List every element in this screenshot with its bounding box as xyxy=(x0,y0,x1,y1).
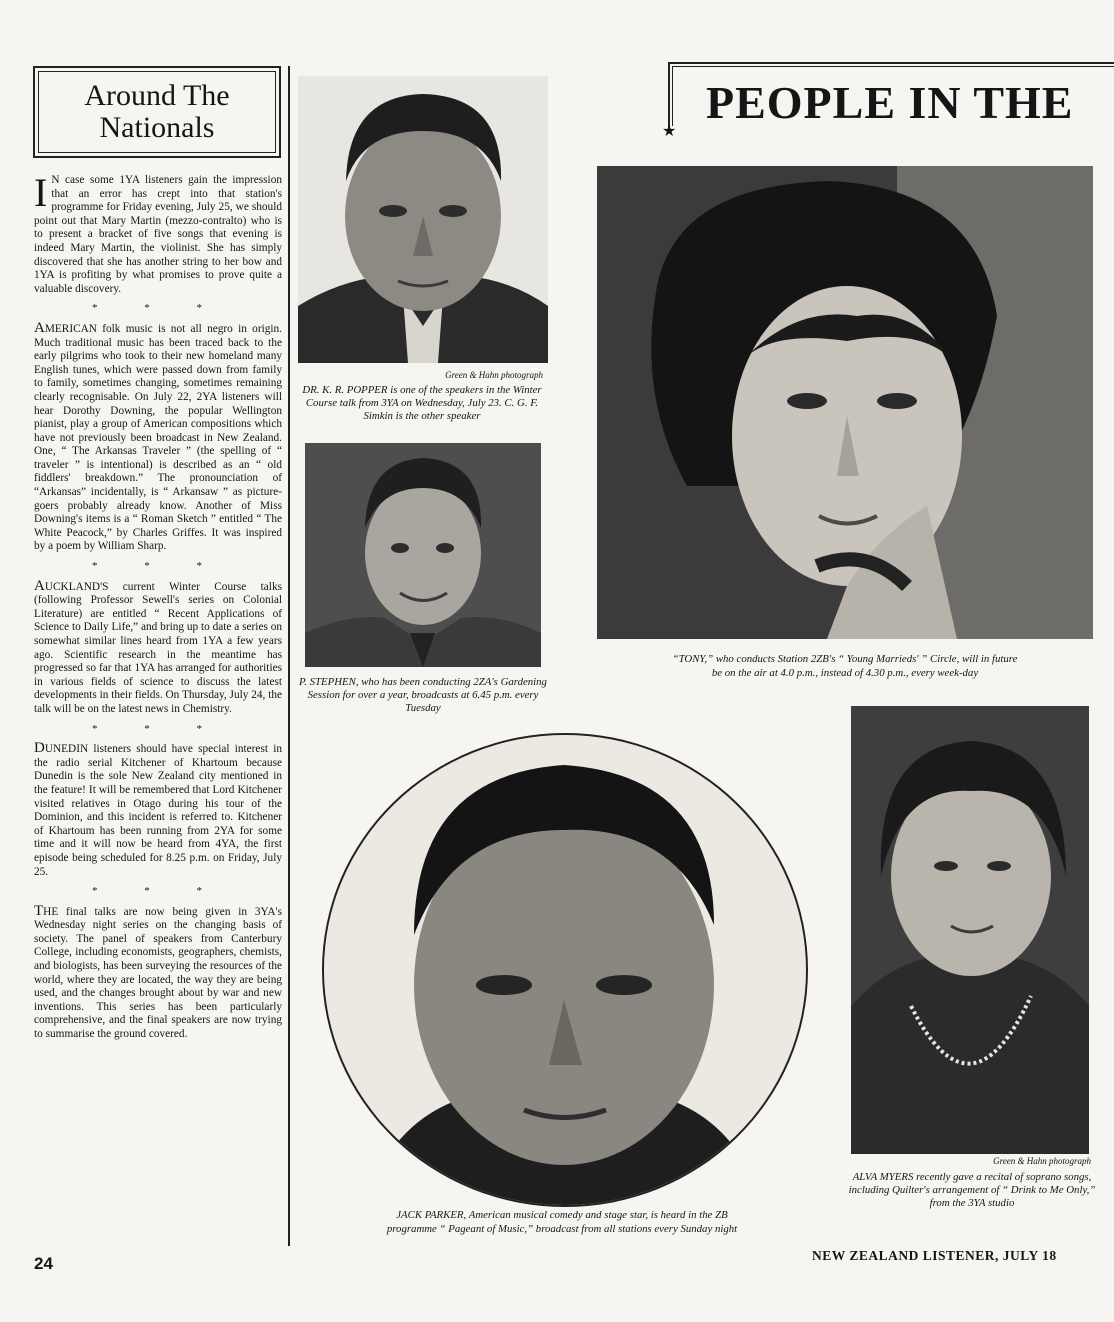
stephen-caption: P. STEPHEN, who has been conducting 2ZA's Gardening Session for over a year, broadcasts at 6.45 p.m. every Tuesday xyxy=(299,676,547,714)
portrait-man-graphic xyxy=(298,76,548,363)
sidebar-item xyxy=(34,577,282,717)
separator-stars: * * * xyxy=(92,885,224,898)
popper-photo xyxy=(298,76,548,363)
sidebar-item-text: folk music is not all negro in origin. Much traditional music has been traced back to the early pilgrims who took to their new homeland many English tunes, which were passed down from family to family, sometimes changing, sometimes remaining clearly recognisable. On July 22, 2YA listeners will hear Dorothy Downing, the popular Wellington pianist, play a group of American compositions which have not previously been broadcast in New Zealand. One, “ The Arkansas Traveler ” (the spelling of “ traveler ” is intentional) is described as an “ old fiddlers' breakdown.” The pronounciation of “Arkansas” incidentally, is “ Arkansaw ” as picture-goers probably already know. Another of Miss Downing's items is a “ Roman Sketch ” entitled “ The White Peacock,” by Charles Griffes. It was inspired by a poem by William Sharp. xyxy=(34,322,282,553)
tony-photo xyxy=(597,166,1093,639)
banner-rule-top-inner xyxy=(672,66,1114,67)
portrait-man-graphic xyxy=(305,443,541,667)
sidebar-item-text: N case some 1YA listeners gain the impression that an error has crept into that station's programme for Friday evening, July 25, we should point out that Mary Martin (mezzo-contralto) who is to present a bracket of five songs that evening is indeed Mary Martin, the violinist. She has simply discovered that she has another string to her bow and 1YA is profiting by what promises to prove quite a valuable discovery. xyxy=(34,174,282,295)
parker-caption-line2: programme “ Pageant of Music,” broadcast from all stations every Sunday night xyxy=(386,1223,738,1235)
sidebar-item xyxy=(34,319,282,554)
popper-credit: Green & Hahn photograph xyxy=(445,370,543,380)
star-icon: ★ xyxy=(662,123,677,140)
column-divider xyxy=(288,66,290,1246)
masthead-footer: NEW ZEALAND LISTENER, JULY 18 xyxy=(812,1248,1057,1263)
sidebar-heading-inner xyxy=(38,71,276,153)
myers-photo xyxy=(851,706,1089,1154)
separator-stars: * * * xyxy=(92,722,224,735)
banner xyxy=(662,62,1114,140)
stephen-photo xyxy=(305,443,541,667)
drop-cap: I xyxy=(34,170,48,215)
parker-photo xyxy=(322,733,808,1207)
popper-caption: DR. K. R. POPPER is one of the speakers in the Winter Course talk from 3YA on Wednesday, July 23. C. G. F. Simkin is the other speaker xyxy=(302,384,542,422)
sidebar-item-text: current Winter Course talks (following Professor Sewell's series on Colonial Literature) are entitled “ Recent Applications of Science to Daily Life,” and bring up to date a series on somewhat similar lines heard from 1YA a few years ago. Scientific research in the meantime has progressed so far that 1YA has arranged for authorities in various fields of science to discuss the latest developments in their fields. On Thursday, July 24, the talk will be on the latest news in Chemistry. xyxy=(34,580,282,715)
sidebar-heading-line1: Around The xyxy=(84,79,230,112)
sidebar-item xyxy=(34,742,282,879)
drop-cap: D xyxy=(34,740,45,757)
separator-stars: * * * xyxy=(92,560,224,573)
sidebar-heading-box xyxy=(33,66,281,158)
banner-rule-left xyxy=(668,62,670,130)
drop-cap: A xyxy=(34,577,45,594)
drop-cap: T xyxy=(34,902,44,919)
sidebar-item-lead: HE xyxy=(43,905,59,918)
tony-caption-line1: “TONY,” who conducts Station 2ZB's “ Young Marrieds' ” Circle, will in future xyxy=(672,653,1018,665)
myers-caption: ALVA MYERS recently gave a recital of soprano songs, including Quilter's arrangement of “ Drink to Me Only,” from the 3YA studio xyxy=(848,1171,1096,1209)
banner-rule-top xyxy=(668,62,1114,64)
page-number: 24 xyxy=(34,1254,53,1273)
sidebar-heading-line2: Nationals xyxy=(99,111,215,144)
sidebar-item-text: listeners should have special interest in the radio serial Kitchener of Khartoum because Dunedin is the sole New Zealand city mentioned in the feature! It will be remembered that Lord Kitchener visited relatives in Otago during his tour of the Dominion, and this incident is referred to. Kitchener of Khartoum has been running from 2YA for some time and it will now be heard from 4YA, the first episode being scheduled for 8.25 p.m. on Friday, July 25. xyxy=(34,743,282,878)
sidebar-column xyxy=(34,170,282,1042)
portrait-man-graphic xyxy=(324,735,806,1205)
banner-rule-left-inner xyxy=(672,66,673,126)
sidebar-item-lead: UCKLAND'S xyxy=(44,580,109,593)
sidebar-item xyxy=(34,902,282,1042)
banner-title: PEOPLE IN THE xyxy=(706,77,1074,128)
portrait-woman-graphic xyxy=(851,706,1089,1154)
parker-caption-line1: JACK PARKER, American musical comedy and stage star, is heard in the ZB xyxy=(396,1209,728,1221)
sidebar-item-lead: MERICAN xyxy=(44,322,97,335)
drop-cap: A xyxy=(34,319,45,336)
tony-caption-line2: be on the air at 4.0 p.m., instead of 4.30 p.m., every week-day xyxy=(711,667,979,679)
myers-credit: Green & Hahn photograph xyxy=(993,1156,1091,1166)
sidebar-item-text: final talks are now being given in 3YA's Wednesday night series on the changing basis of society. The panel of speakers from Canterbury College, including economists, geographers, chemists, and biologists, has been surveying the resources of the world, where they are located, the way they are being used, and the changes brought about by war and new inventions. This series has been particularly comprehensive, and the final speakers are now trying to summarise the ground covered. xyxy=(34,905,282,1041)
portrait-woman-graphic xyxy=(597,166,1093,639)
sidebar-item xyxy=(34,170,282,296)
separator-stars: * * * xyxy=(92,302,224,315)
sidebar-item-lead: UNEDIN xyxy=(44,743,89,756)
